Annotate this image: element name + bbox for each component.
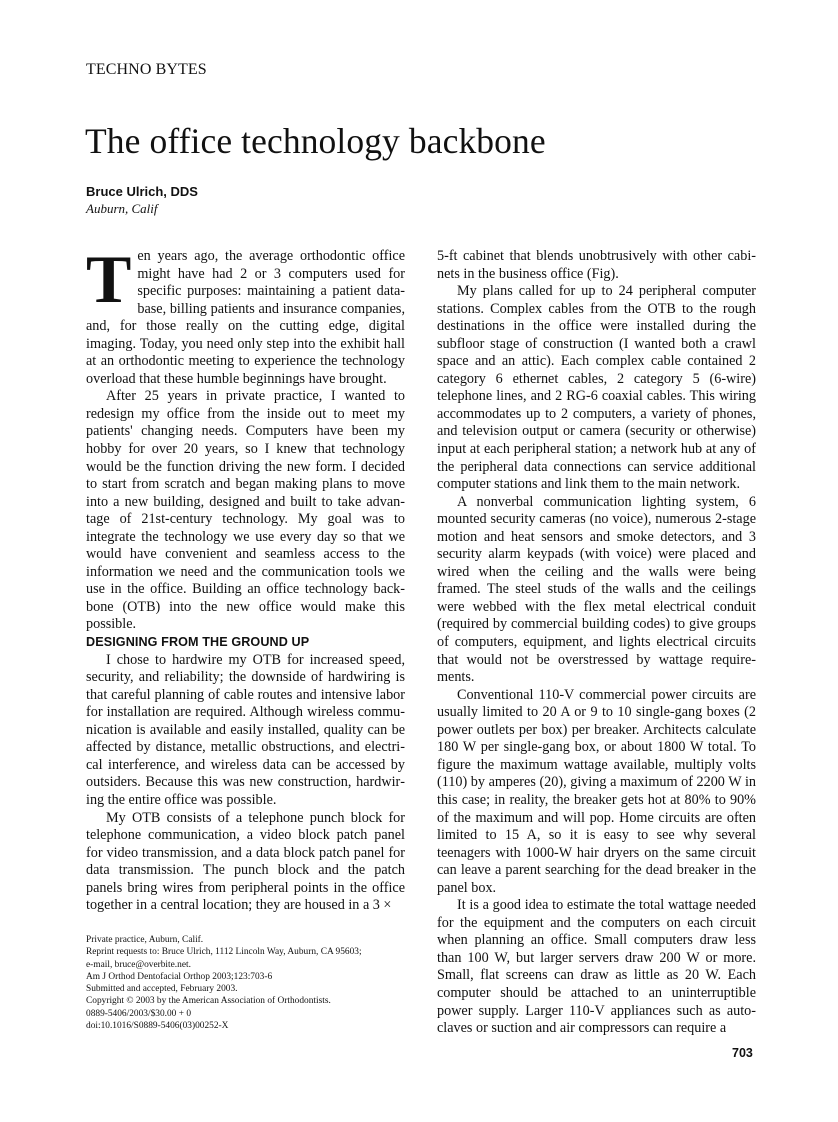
paragraph: It is a good idea to estimate the total wattage needed for the equipment and the computers on each circuit when planning an office. Small computers draw less than 100 W, but larger servers draw 200 W or more. Small, flat screens can draw as little as 20 W. Each computer should be attached to an uninterruptible power supply. Larger 110-V appliances such as autoclaves or suction and air compressors can require a [437,897,756,1037]
footnote-doi: doi:10.1016/S0889-5406(03)00252-X [86,1021,229,1032]
right-column [437,248,756,1038]
drop-cap: T [86,241,132,317]
intro-paragraph [86,241,405,388]
paragraph: My plans called for up to 24 peripheral computer stations. Complex cables from the OTB to the rough destinations in the office were installed during the subfloor stage of construction (I wanted both a crawl space and an attic). Each complex cable contained 2 category 6 ethernet cables, 2 category 5 (6-wire) telephone lines, and 2 RG-6 coaxial cables. This wiring accommodates up to 2 computers, a variety of phones, and television output or camera (security or otherwise) input at each peripheral station; a network hub at any of the peripheral data connections can service additional computer stations and link them to the main network. [437,283,756,493]
paragraph: I chose to hardwire my OTB for increased speed, security, and reliability; the downside of hardwiring is that careful planning of cable routes and intensive labor for installation are required. Although wireless communication is available and easily installed, quality can be affected by distance, metallic obstructions, and electrical interference, and wireless data can be accessed by outsiders. Because this was new construction, hardwiring the entire office was possible. [86,651,405,808]
footnote-copyright: Copyright © 2003 by the American Association of Orthodontists. [86,996,331,1007]
footnote-reprint: Reprint requests to: Bruce Ulrich, 1112 Lincoln Way, Auburn, CA 95603; [86,947,362,958]
paragraph: My OTB consists of a telephone punch block for telephone communication, a video block patch panel for video transmission, and a data block patch panel for data transmission. The punch block and the patch panels bring wires from peripheral points in the office together in a central location; they are housed in a 3 × [86,809,405,914]
footnote-citation: Am J Orthod Dentofacial Orthop 2003;123:703-6 [86,971,273,982]
paragraph: A nonverbal communication lighting system, 6 mounted security cameras (no voice), numerous 2-stage motion and heat sensors and smoke detectors, and 3 security alarm keypads (with voice) were placed and wired when the ceiling and the walls were being framed. The steel studs of the walls and the ceilings were webbed with the flex metal electrical conduit (required by commercial building codes) to give groups of computers, equipment, and lights electrical circuits that would not be overstressed by wattage requirements. [437,493,756,686]
intro-text: en years ago, the average orthodontic office might have had 2 or 3 computers used for specific purposes: maintaining a patient database, billing patients and insurance companies, and, for those really on the cutting edge, digital imaging. Today, you need only step into the exhibit hall at an orthodontic meeting to experience the technology overload that these humble beginnings have brought. [86,248,405,387]
paragraph: Conventional 110-V commercial power circuits are usually limited to 20 A or 9 to 10 single-gang boxes (2 power outlets per box) per breaker. Architects calculate 180 W per single-gang box, or about 1800 W total. To figure the maximum wattage available, multiply volts (110) by amperes (20), giving a maximum of 2200 W in this case; in reality, the breaker gets hot at 80% to 90% of the maximum and will pop. Home circuits are often limited to 15 A, so it is easy to see why several teenagers with 1000-W hair dryers on the same circuit can leave a parent searching for the dead breaker in the panel box. [437,686,756,896]
section-label: TECHNO BYTES [86,61,207,78]
footnote-email: e-mail, bruce@overbite.net. [86,959,191,970]
author-affiliation: Auburn, Calif [86,201,158,216]
section-heading: DESIGNING FROM THE GROUND UP [86,635,310,650]
paragraph: After 25 years in private practice, I wanted to redesign my office from the inside out to meet my patients' changing needs. Computers have been my hobby for over 20 years, so I knew that technology would be the function driving the new form. I decided to start from scratch and began making plans to move into a new building, designed and built to take advantage of 21st-century technology. My goal was to integrate the technology we use every day so that we would have convenient and seamless access to the information we need and the communication tools we use in the office. Building an office technology backbone (OTB) into the new office would make this possible. [86,388,405,633]
footnotes [86,934,416,1032]
footnote-affiliation: Private practice, Auburn, Calif. [86,935,204,945]
page-number: 703 [732,1046,753,1060]
footnote-issn: 0889-5406/2003/$30.00 + 0 [86,1008,192,1019]
footnote-submitted: Submitted and accepted, February 2003. [86,984,238,995]
article-title: The office technology backbone [85,121,546,161]
left-column [86,241,405,915]
author-name: Bruce Ulrich, DDS [86,184,198,199]
paragraph-continuation: 5-ft cabinet that blends unobtrusively with other cabinets in the business office (Fig). [437,248,756,282]
